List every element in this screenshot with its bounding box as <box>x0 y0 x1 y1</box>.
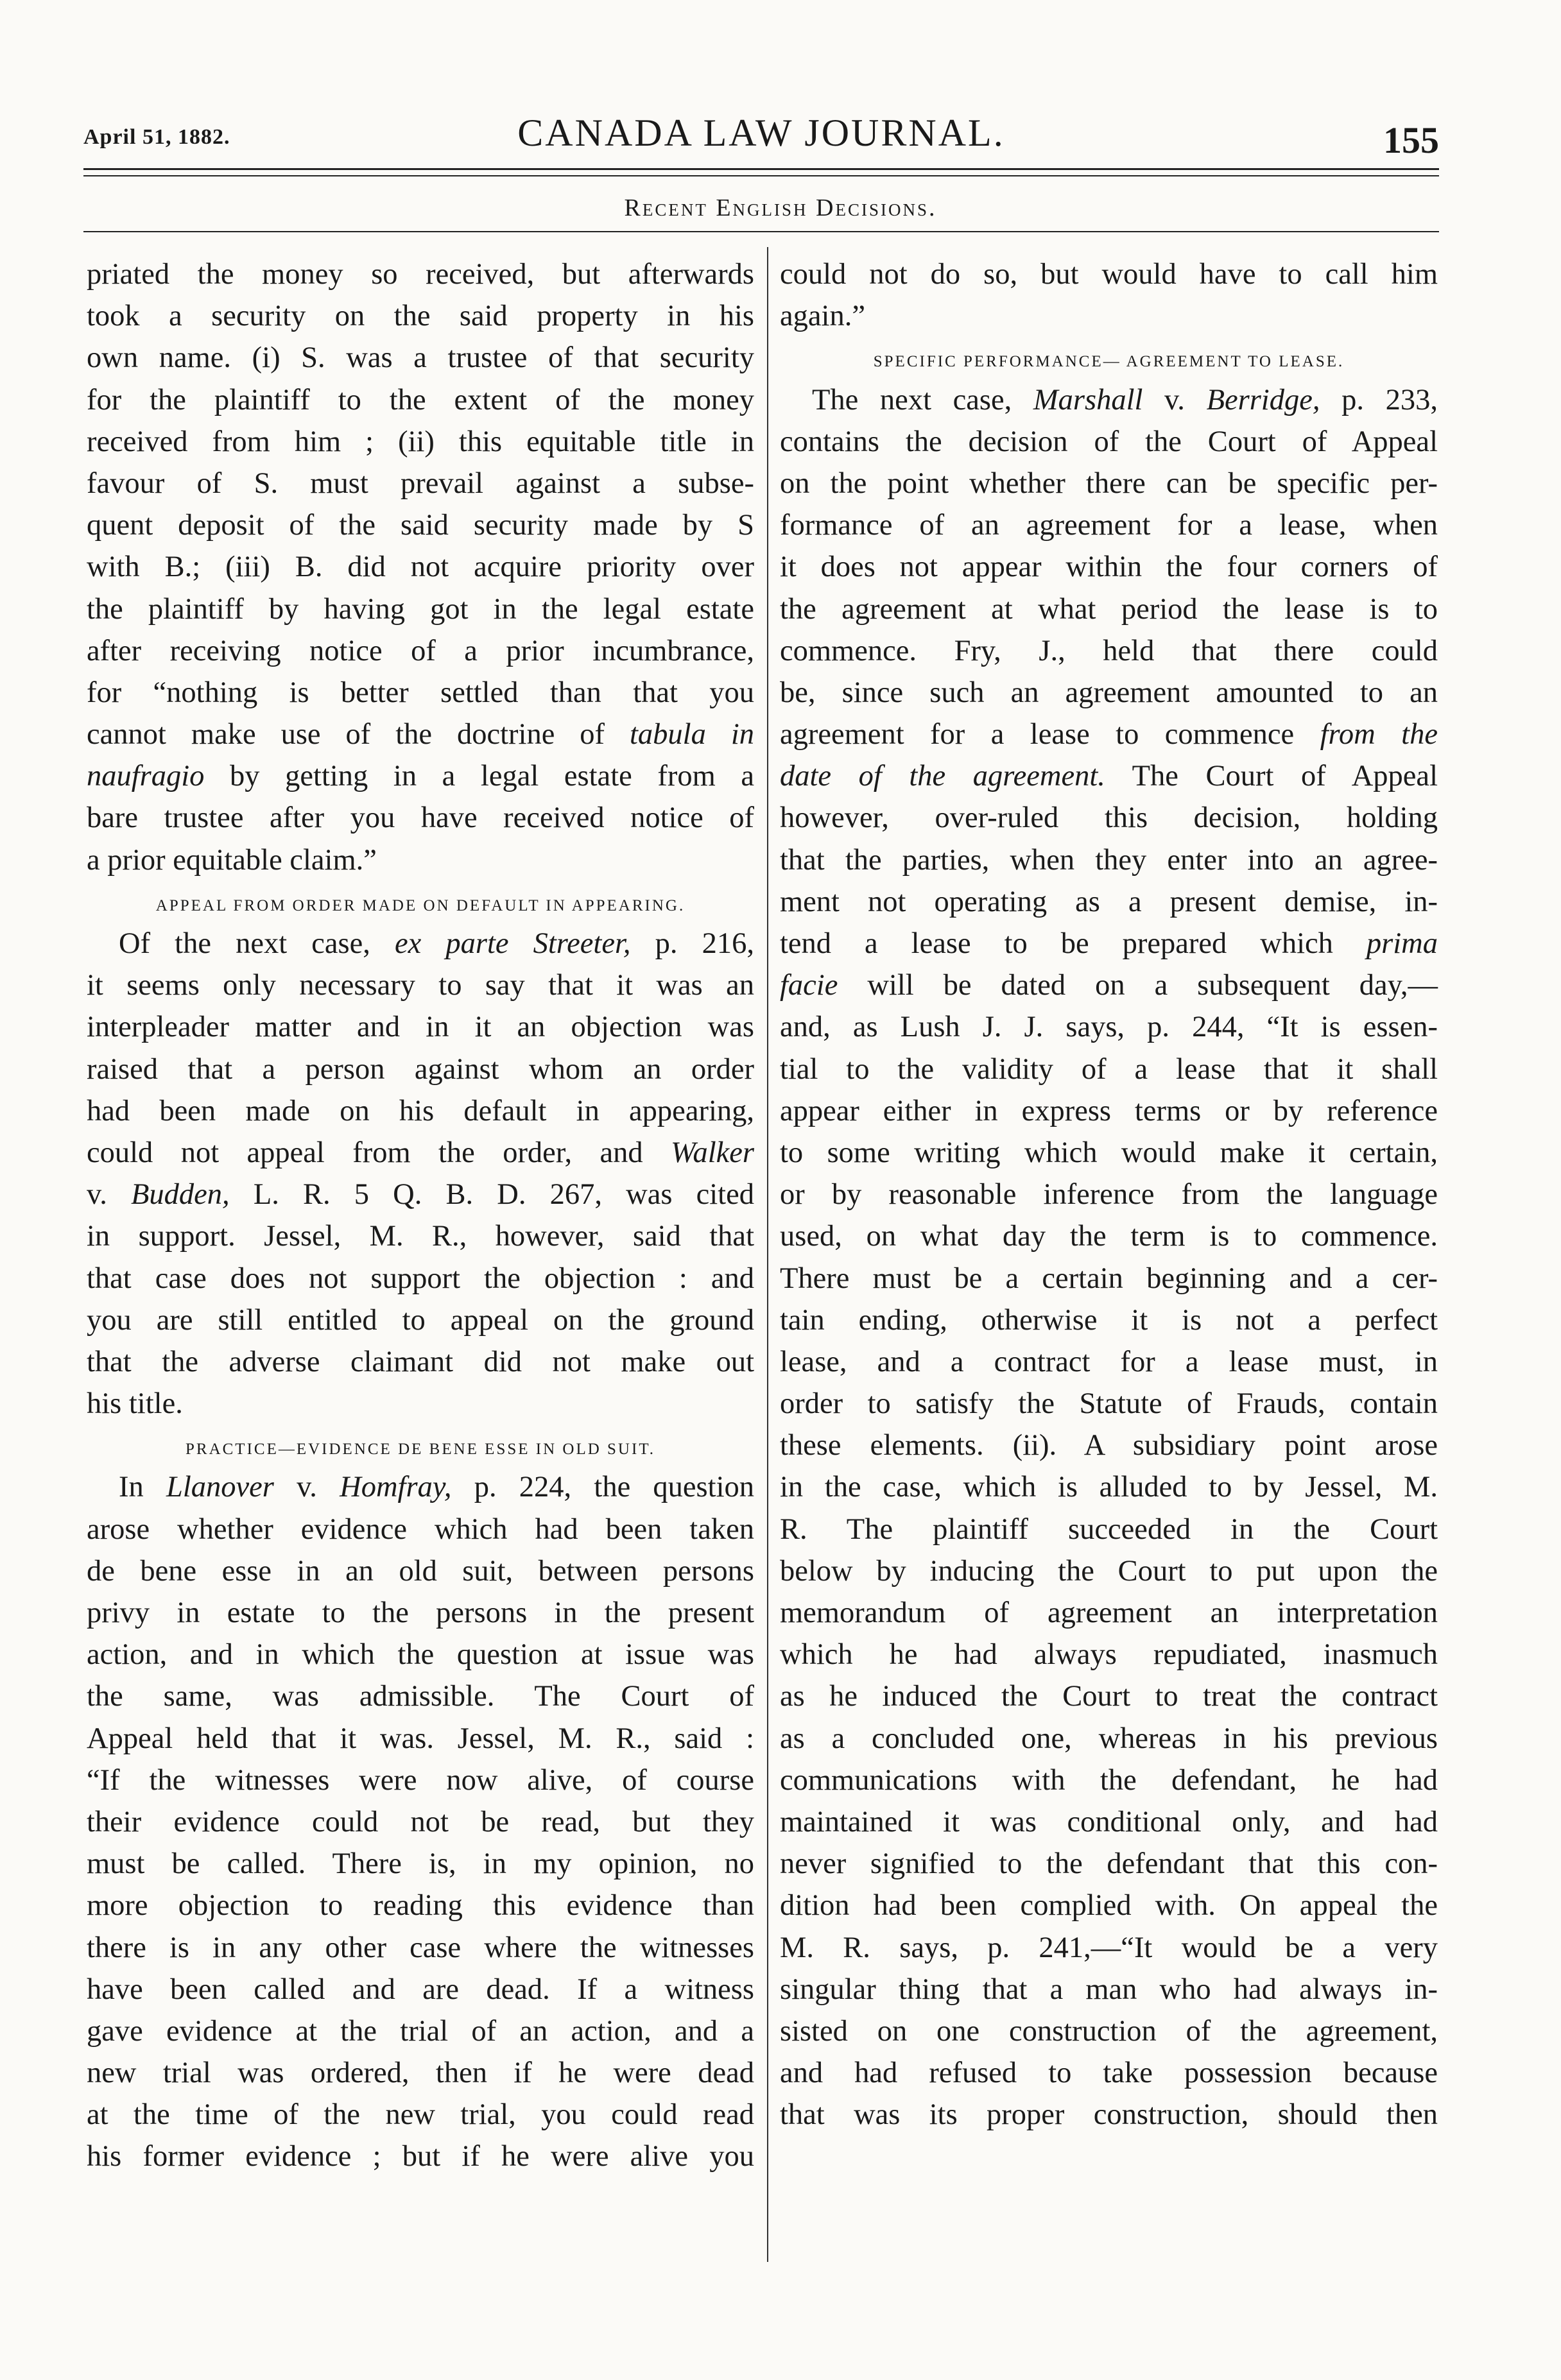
case-name: Walker <box>670 1136 754 1169</box>
header-double-rule <box>83 168 1439 176</box>
text-line: it does not appear within the four corners of <box>780 551 1438 584</box>
text-run: could not appeal from the order, and <box>87 1136 671 1169</box>
text-line: new trial was ordered, then if he were dead <box>87 2057 754 2090</box>
case-name: Berridge, <box>1206 383 1320 416</box>
text-line: contains the decision of the Court of Appeal <box>780 425 1438 458</box>
subsection-heading: APPEAL FROM ORDER MADE ON DEFAULT IN APPEARING. <box>155 896 686 914</box>
case-name: Homfray, <box>340 1471 452 1504</box>
text-line: on the point whether there can be specific per- <box>780 467 1438 500</box>
text-run: cannot make use of the doctrine of <box>87 718 630 751</box>
text-run: The Court of Appeal <box>1105 760 1438 793</box>
text-line: below by inducing the Court to put upon the <box>780 1554 1438 1588</box>
text-line: commence. Fry, J., held that there could <box>780 634 1438 667</box>
text-line: tain ending, otherwise it is not a perfect <box>780 1303 1438 1337</box>
text-line: “If the witnesses were now alive, of course <box>87 1763 754 1797</box>
text-line: their evidence could not be read, but they <box>87 1805 754 1838</box>
text-run: v. <box>1143 383 1207 416</box>
issue-date: April 51, 1882. <box>83 125 230 149</box>
text-line: which he had always repudiated, inasmuch <box>780 1638 1438 1672</box>
case-name: Marshall <box>1033 383 1143 416</box>
left-column <box>87 253 754 2178</box>
italic-phrase: prima <box>1366 927 1438 960</box>
text-line: as he induced the Court to treat the contract <box>780 1680 1438 1713</box>
text-line: in support. Jessel, M. R., however, said that <box>87 1220 754 1253</box>
section-rule <box>83 231 1439 232</box>
italic-term: naufragio <box>87 760 205 793</box>
running-header <box>83 106 1439 161</box>
text-line: took a security on the said property in his <box>87 300 754 333</box>
column-divider <box>767 247 768 2262</box>
text-run: agreement for a lease to commence <box>780 718 1320 751</box>
text-line: be, since such an agreement amounted to an <box>780 676 1438 709</box>
text-line: gave evidence at the trial of an action, and a <box>87 2014 754 2048</box>
paragraph <box>87 253 754 881</box>
text-line: or by reasonable inference from the language <box>780 1178 1438 1211</box>
text-line: received from him ; (ii) this equitable title in <box>87 425 754 458</box>
text-line: it seems only necessary to say that it was an <box>87 969 754 1002</box>
text-line: arose whether evidence which had been taken <box>87 1512 754 1546</box>
text-line: his title. <box>87 1387 183 1421</box>
italic-phrase: date of the agreement. <box>780 760 1105 793</box>
text-line: favour of S. must prevail against a subse- <box>87 467 754 500</box>
text-line <box>780 755 1438 797</box>
text-run: p. 216, <box>630 927 754 960</box>
text-line: at the time of the new trial, you could read <box>87 2098 754 2132</box>
subsection-heading: PRACTICE—EVIDENCE DE BENE ESSE IN OLD SUIT. <box>185 1441 655 1459</box>
text-line: have been called and are dead. If a witness <box>87 1973 754 2006</box>
case-name: ex parte Streeter, <box>394 927 631 960</box>
paragraph <box>87 1466 754 2177</box>
italic-term: tabula in <box>630 718 754 751</box>
text-run: The next case, <box>812 383 1033 416</box>
text-run: p. 224, the question <box>451 1471 754 1504</box>
text-run: will be dated on a subsequent day,— <box>838 969 1438 1002</box>
text-line <box>87 755 754 797</box>
text-line: there is in any other case where the witnesses <box>87 1931 754 1964</box>
text-line: and had refused to take possession because <box>780 2057 1438 2090</box>
text-line <box>87 1174 754 1215</box>
text-line <box>780 964 1438 1006</box>
text-line: dition had been complied with. On appeal the <box>780 1889 1438 1922</box>
text-line: could not do so, but would have to call him <box>780 258 1438 291</box>
text-line: again.” <box>780 300 865 333</box>
text-line <box>87 923 754 964</box>
italic-phrase: from the <box>1320 718 1438 751</box>
journal-title: CANADA LAW JOURNAL. <box>517 112 1005 154</box>
text-line: lease, and a contract for a lease must, in <box>780 1345 1438 1378</box>
text-run: p. 233, <box>1320 383 1438 416</box>
text-line: action, and in which the question at issue was <box>87 1638 754 1672</box>
text-run: v. <box>87 1178 131 1211</box>
text-run: by getting in a legal estate from a <box>204 760 754 793</box>
text-line <box>87 714 754 755</box>
text-line: memorandum of agreement an interpretation <box>780 1597 1438 1629</box>
text-line: raised that a person against whom an order <box>87 1052 754 1086</box>
text-line: own name. (i) S. was a trustee of that security <box>87 341 754 375</box>
case-name: Budden, <box>131 1178 230 1211</box>
text-line: after receiving notice of a prior incumbrance, <box>87 634 754 667</box>
text-line: bare trustee after you have received notice of <box>87 801 754 835</box>
right-column <box>780 253 1438 2136</box>
italic-phrase: facie <box>780 969 838 1002</box>
text-line: ment not operating as a present demise, in- <box>780 885 1438 918</box>
text-line: with B.; (iii) B. did not acquire priority over <box>87 551 754 584</box>
text-line <box>87 1132 754 1174</box>
text-line: to some writing which would make it certain, <box>780 1136 1438 1169</box>
text-line: you are still entitled to appeal on the ground <box>87 1303 754 1337</box>
text-line: appear either in express terms or by reference <box>780 1094 1438 1127</box>
section-title: Recent English Decisions. <box>624 194 937 221</box>
text-line: however, over-ruled this decision, holding <box>780 801 1438 835</box>
text-line: never signified to the defendant that this con- <box>780 1847 1438 1881</box>
text-line: had been made on his default in appearing, <box>87 1094 754 1127</box>
text-line: these elements. (ii). A subsidiary point arose <box>780 1429 1438 1462</box>
text-line: order to satisfy the Statute of Frauds, contain <box>780 1387 1438 1421</box>
text-line: the plaintiff by having got in the legal estate <box>87 592 754 626</box>
text-run: tend a lease to be prepared which <box>780 927 1367 960</box>
text-run: L. R. 5 Q. B. D. 267, was cited <box>229 1178 754 1211</box>
text-line <box>780 714 1438 755</box>
text-line: Appeal held that it was. Jessel, M. R., said : <box>87 1722 754 1755</box>
text-line <box>780 923 1438 964</box>
paragraph <box>780 253 1438 337</box>
text-line: interpleader matter and in it an objection was <box>87 1011 754 1044</box>
text-line: the same, was admissible. The Court of <box>87 1680 754 1713</box>
text-line: in the case, which is alluded to by Jessel, M. <box>780 1471 1438 1504</box>
page-number: 155 <box>1383 119 1439 161</box>
text-line: used, on what day the term is to commence. <box>780 1220 1438 1253</box>
text-line: tial to the validity of a lease that it shall <box>780 1052 1438 1086</box>
text-line: de bene esse in an old suit, between persons <box>87 1554 754 1588</box>
text-line: more objection to reading this evidence than <box>87 1889 754 1922</box>
text-line: communications with the defendant, he had <box>780 1763 1438 1797</box>
text-line: that case does not support the objection : and <box>87 1262 754 1295</box>
text-line <box>87 1466 754 1508</box>
text-line: There must be a certain beginning and a cer- <box>780 1262 1438 1295</box>
text-line: sisted on one construction of the agreement, <box>780 2014 1438 2048</box>
text-line: and, as Lush J. J. says, p. 244, “It is essen- <box>780 1011 1438 1044</box>
text-line <box>780 379 1438 421</box>
text-line: that the parties, when they enter into an agree- <box>780 843 1438 877</box>
text-line: formance of an agreement for a lease, when <box>780 509 1438 542</box>
text-line: for the plaintiff to the extent of the money <box>87 383 754 416</box>
text-line: that the adverse claimant did not make out <box>87 1345 754 1378</box>
text-run: v. <box>273 1471 340 1504</box>
text-line: priated the money so received, but afterwards <box>87 258 754 291</box>
paragraph <box>780 379 1438 2136</box>
text-line: quent deposit of the said security made by S <box>87 509 754 542</box>
text-run: Of the next case, <box>119 927 395 960</box>
paragraph <box>87 923 754 1425</box>
text-line: the agreement at what period the lease is to <box>780 592 1438 626</box>
text-run: In <box>119 1471 166 1504</box>
text-line: R. The plaintiff succeeded in the Court <box>780 1512 1438 1546</box>
text-line: his former evidence ; but if he were alive you <box>87 2140 754 2173</box>
text-line: a prior equitable claim.” <box>87 843 377 877</box>
text-line: for “nothing is better settled than that you <box>87 676 754 709</box>
text-line: singular thing that a man who had always in- <box>780 1973 1438 2006</box>
text-line: maintained it was conditional only, and had <box>780 1805 1438 1838</box>
text-line: that was its proper construction, should then <box>780 2098 1438 2132</box>
text-line: as a concluded one, whereas in his previous <box>780 1722 1438 1755</box>
case-name: Llanover <box>166 1471 274 1504</box>
text-line: M. R. says, p. 241,—“It would be a very <box>780 1931 1438 1964</box>
text-line: privy in estate to the persons in the present <box>87 1597 754 1629</box>
subsection-heading: SPECIFIC PERFORMANCE— AGREEMENT TO LEASE. <box>873 353 1345 371</box>
text-line: must be called. There is, in my opinion, no <box>87 1847 754 1881</box>
